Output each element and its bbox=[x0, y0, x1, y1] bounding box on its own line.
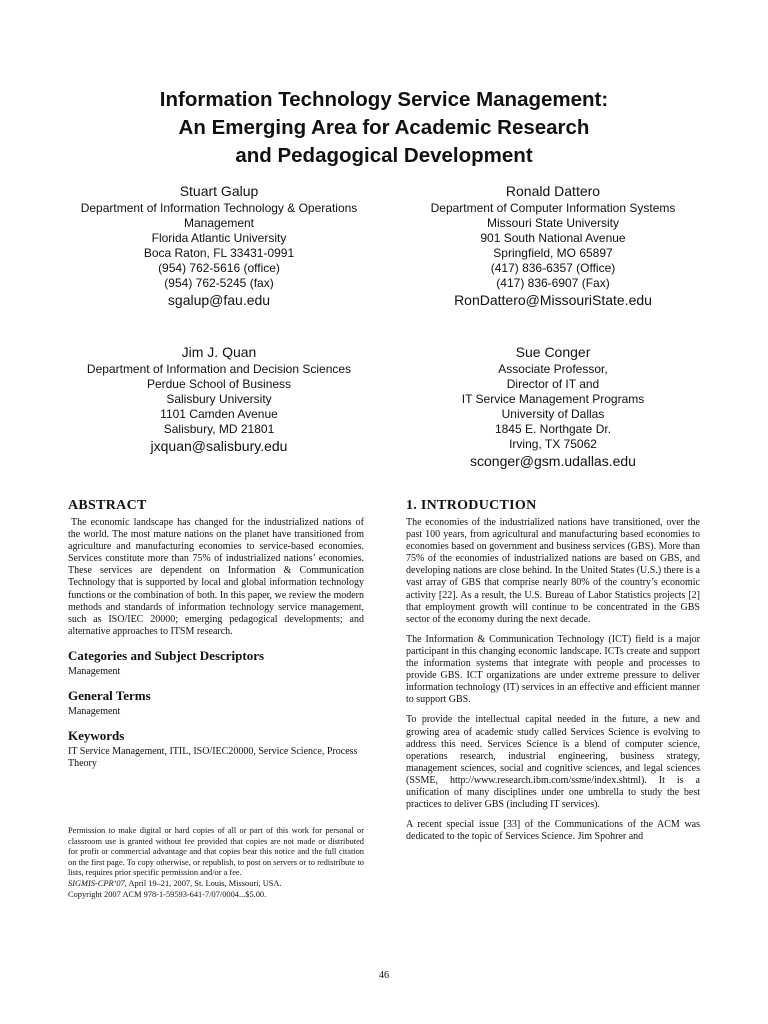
permission-notice bbox=[68, 826, 364, 900]
general-terms-text: Management bbox=[68, 706, 121, 718]
author-email[interactable]: sgalup@fau.edu bbox=[167, 292, 271, 308]
author-affiliation-line: Perdue School of Business bbox=[146, 377, 292, 391]
title-line-2: An Emerging Area for Academic Research bbox=[178, 116, 590, 139]
author-affiliation-line: (417) 836-6907 (Fax) bbox=[496, 276, 610, 290]
intro-paragraph: The Information & Communication Technology (ICT) field is a major participant in this changing economic landscape. ICTs create and support the information systems that integrate with people and processes to provide GBS. ICT organizations are under extreme pressure to deliver information technology (IT) services in an effective and efficient manner to support GBS. bbox=[406, 633, 700, 706]
author-name: Jim J. Quan bbox=[181, 344, 257, 360]
venue-line bbox=[68, 879, 364, 890]
general-terms-heading: General Terms bbox=[68, 688, 151, 704]
author-affiliation-line: Boca Raton, FL 33431-0991 bbox=[143, 246, 295, 260]
author-affiliation-line: Department of Information Technology & Operations bbox=[80, 201, 358, 215]
author-email[interactable]: sconger@gsm.udallas.edu bbox=[470, 453, 636, 469]
author-affiliation-line: 1101 Camden Avenue bbox=[160, 407, 278, 421]
intro-paragraph: To provide the intellectual capital needed in the future, a new and growing area of academic study called Services Science is evolving to address this need. Services Science is a blend of computer science, operations research, industrial engineering, business strategy, management sciences, social and cognitive sciences, and legal sciences (SSME, http://www.research.ibm.com/ssme/index.shtml). It is a unification of many disciplines under one umbrella to study the best practices to deliver GBS (including IT services). bbox=[406, 714, 700, 811]
author-name: Ronald Dattero bbox=[505, 183, 601, 199]
author-block-galup bbox=[68, 182, 370, 309]
author-affiliation-line: Management bbox=[183, 216, 255, 230]
venue-name: SIGMIS-CPR’07, bbox=[68, 878, 127, 888]
author-affiliation-line: Florida Atlantic University bbox=[151, 231, 287, 245]
author-affiliation-line: 1845 E. Northgate Dr. bbox=[494, 422, 612, 436]
author-affiliation-line: Department of Information and Decision Sciences bbox=[86, 362, 352, 376]
author-block-dattero bbox=[402, 182, 704, 309]
copyright-line: Copyright 2007 ACM 978-1-59593-641-7/07/0004...$5.00. bbox=[68, 889, 267, 899]
left-column bbox=[68, 498, 364, 770]
author-affiliation-line: Director of IT and bbox=[506, 377, 600, 391]
keywords-text: IT Service Management, ITIL, ISO/IEC20000, Service Science, Process Theory bbox=[68, 746, 358, 770]
author-affiliation-line: (954) 762-5616 (office) bbox=[158, 261, 280, 275]
keywords-heading: Keywords bbox=[68, 728, 125, 744]
author-affiliation-line: Salisbury, MD 21801 bbox=[163, 422, 275, 436]
author-block-conger bbox=[402, 343, 704, 470]
author-name: Sue Conger bbox=[515, 344, 591, 360]
page-number: 46 bbox=[379, 970, 389, 981]
abstract-text: The economic landscape has changed for the industrialized nations of the world. The most mature nations on the planet have transitioned from agriculture and manufacturing economies to service-based economies. Services constitute more than 75% of industrialized nations’ economies. These services are dependent on Information & Communication Technology that is supported by local and global information technology functions or the combination of both. In this paper, we review the modern methods and standards of information technology service management, such as ISO/IEC 20000; emerging pedagogical developments; and alternative approaches to ITSM research. bbox=[68, 517, 364, 637]
author-affiliation-line: Associate Professor, bbox=[498, 362, 608, 376]
author-affiliation-line: Springfield, MO 65897 bbox=[493, 246, 613, 260]
venue-details: April 19–21, 2007, St. Louis, Missouri, USA. bbox=[126, 878, 282, 888]
author-affiliation-line: Irving, TX 75062 bbox=[509, 437, 597, 451]
intro-paragraph: The economies of the industrialized nations have transitioned, over the past 100 years, from agricultural and manufacturing based economies to economies based on government and business services (GBS). More than 75% of the economies of industrialized nations are based on GBS, and developing nations are close behind. In the United States (U.S.) there is a vast array of GBS that comprise nearly 80% of the country’s economic activity [22]. As a result, the U.S. Bureau of Labor Statistics projects [2] that employment growth will continue to be concentrated in the GBS sector of the economy during the next decade. bbox=[406, 517, 700, 625]
author-affiliation-line: Department of Computer Information Systems bbox=[430, 201, 676, 215]
categories-text: Management bbox=[68, 665, 121, 677]
title-line-1: Information Technology Service Management: bbox=[159, 88, 609, 111]
right-column bbox=[406, 498, 700, 851]
paper-title bbox=[90, 86, 678, 170]
abstract-heading: ABSTRACT bbox=[68, 498, 147, 513]
author-affiliation-line: (954) 762-5245 (fax) bbox=[164, 276, 274, 290]
categories-heading: Categories and Subject Descriptors bbox=[68, 647, 265, 663]
author-affiliation-line: Salisbury University bbox=[166, 392, 272, 406]
permission-text: Permission to make digital or hard copies of all or part of this work for personal or classroom use is granted without fee provided that copies are not made or distributed for profit or commercial advantage and that copies bear this notice and the full citation on the first page. To copy otherwise, or republish, to post on servers or to redistribute to lists, requires prior specific permission and/or a fee. bbox=[68, 826, 364, 878]
title-line-3: and Pedagogical Development bbox=[235, 144, 533, 167]
author-affiliation-line: University of Dallas bbox=[501, 407, 605, 421]
intro-paragraph: A recent special issue [33] of the Communications of the ACM was dedicated to the topic of Services Science. Jim Spohrer and bbox=[406, 819, 700, 843]
author-email[interactable]: RonDattero@MissouriState.edu bbox=[454, 292, 652, 308]
introduction-heading: 1. INTRODUCTION bbox=[406, 498, 537, 513]
author-block-quan bbox=[68, 343, 370, 455]
author-email[interactable]: jxquan@salisbury.edu bbox=[150, 438, 288, 454]
author-affiliation-line: 901 South National Avenue bbox=[480, 231, 626, 245]
author-affiliation-line: Missouri State University bbox=[486, 216, 620, 230]
author-affiliation-line: (417) 836-6357 (Office) bbox=[490, 261, 616, 275]
author-affiliation-line: IT Service Management Programs bbox=[461, 392, 645, 406]
author-name: Stuart Galup bbox=[179, 183, 259, 199]
